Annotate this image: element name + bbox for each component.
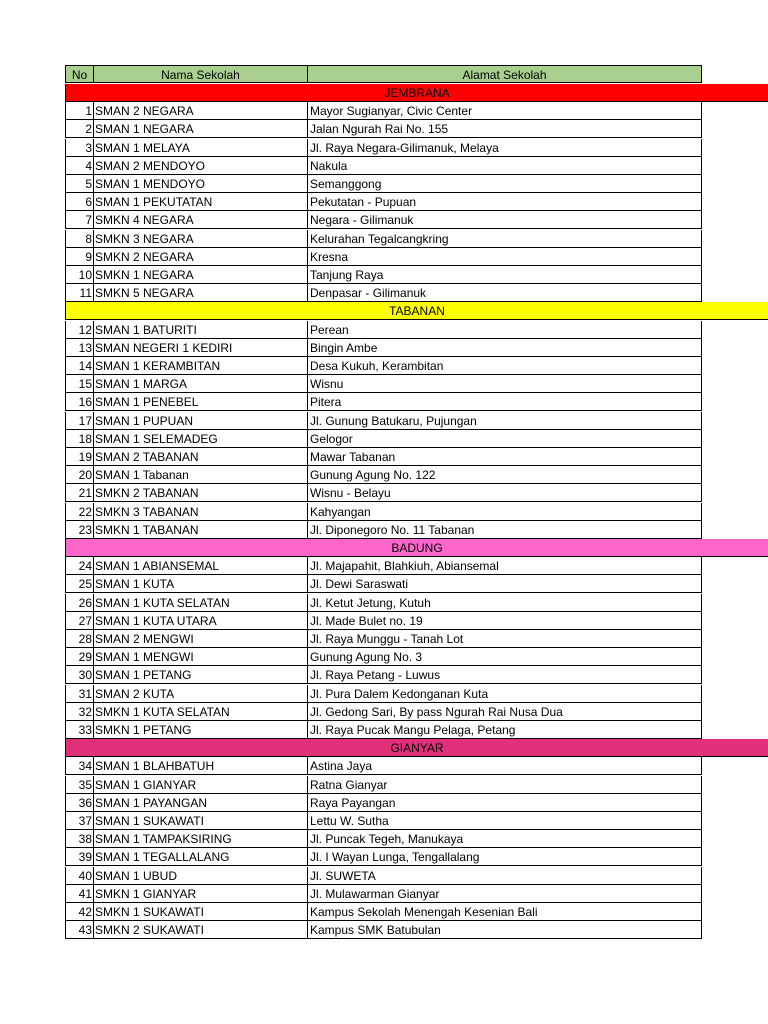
table-row xyxy=(0,557,768,575)
table-row xyxy=(0,703,768,721)
table-row xyxy=(0,794,768,812)
table-row xyxy=(0,521,768,539)
cell-no[interactable]: 43 xyxy=(65,921,94,939)
cell-alamat-sekolah[interactable]: Gunung Agung No. 122 xyxy=(308,466,702,484)
cell-nama-sekolah[interactable]: SMAN 1 TAMPAKSIRING xyxy=(94,830,308,848)
cell-alamat-sekolah[interactable]: Gunung Agung No. 3 xyxy=(308,648,702,666)
cell-no[interactable]: 29 xyxy=(65,648,94,666)
cell-no[interactable]: 16 xyxy=(65,393,94,411)
table-row xyxy=(0,575,768,593)
header-alamat-sekolah[interactable]: Alamat Sekolah xyxy=(308,65,702,83)
cell-nama-sekolah[interactable]: SMAN 1 SELEMADEG xyxy=(94,430,308,448)
cell-alamat-sekolah[interactable]: Jl. SUWETA xyxy=(308,867,702,885)
cell-nama-sekolah[interactable]: SMAN 2 MENGWI xyxy=(94,630,308,648)
cell-no[interactable]: 38 xyxy=(65,830,94,848)
cell-no[interactable]: 30 xyxy=(65,666,94,684)
cell-no[interactable]: 34 xyxy=(65,757,94,775)
cell-no[interactable]: 9 xyxy=(65,248,94,266)
cell-alamat-sekolah[interactable]: Desa Kukuh, Kerambitan xyxy=(308,357,702,375)
cell-nama-sekolah[interactable]: SMKN 1 PETANG xyxy=(94,721,308,739)
cell-nama-sekolah[interactable]: SMAN 1 PETANG xyxy=(94,666,308,684)
cell-no[interactable]: 42 xyxy=(65,903,94,921)
cell-no[interactable]: 11 xyxy=(65,284,94,302)
region-row-badung xyxy=(0,539,768,557)
cell-no[interactable]: 39 xyxy=(65,848,94,866)
cell-nama-sekolah[interactable]: SMAN 1 KUTA UTARA xyxy=(94,612,308,630)
cell-alamat-sekolah[interactable]: Jl. Puncak Tegeh, Manukaya xyxy=(308,830,702,848)
table-row xyxy=(0,503,768,521)
cell-no[interactable]: 5 xyxy=(65,175,94,193)
cell-nama-sekolah[interactable]: SMAN 1 PENEBEL xyxy=(94,393,308,411)
table-row xyxy=(0,721,768,739)
cell-no[interactable]: 40 xyxy=(65,867,94,885)
cell-alamat-sekolah[interactable]: Pitera xyxy=(308,393,702,411)
cell-no[interactable]: 31 xyxy=(65,685,94,703)
table-header-row xyxy=(0,65,768,83)
table-row xyxy=(0,412,768,430)
cell-no[interactable]: 6 xyxy=(65,193,94,211)
cell-no[interactable]: 27 xyxy=(65,612,94,630)
cell-alamat-sekolah[interactable]: Jl. Raya Munggu - Tanah Lot xyxy=(308,630,702,648)
table-row xyxy=(0,284,768,302)
table-row xyxy=(0,248,768,266)
cell-no[interactable]: 18 xyxy=(65,430,94,448)
cell-no[interactable]: 17 xyxy=(65,412,94,430)
cell-alamat-sekolah[interactable]: Nakula xyxy=(308,157,702,175)
cell-alamat-sekolah[interactable]: Jalan Ngurah Rai No. 155 xyxy=(308,120,702,138)
cell-alamat-sekolah[interactable]: Kresna xyxy=(308,248,702,266)
region-label[interactable]: BADUNG xyxy=(65,539,768,557)
cell-nama-sekolah[interactable]: SMAN 1 ABIANSEMAL xyxy=(94,557,308,575)
table-row xyxy=(0,594,768,612)
cell-nama-sekolah[interactable]: SMAN 1 PAYANGAN xyxy=(94,794,308,812)
cell-nama-sekolah[interactable]: SMAN 2 NEGARA xyxy=(94,102,308,120)
cell-no[interactable]: 41 xyxy=(65,885,94,903)
cell-nama-sekolah[interactable]: SMAN 1 TEGALLALANG xyxy=(94,848,308,866)
cell-nama-sekolah[interactable]: SMAN 1 BLAHBATUH xyxy=(94,757,308,775)
cell-nama-sekolah[interactable]: SMAN 2 KUTA xyxy=(94,685,308,703)
cell-alamat-sekolah[interactable]: Kampus Sekolah Menengah Kesenian Bali xyxy=(308,903,702,921)
cell-nama-sekolah[interactable]: SMKN 1 KUTA SELATAN xyxy=(94,703,308,721)
cell-nama-sekolah[interactable]: SMKN 1 GIANYAR xyxy=(94,885,308,903)
cell-nama-sekolah[interactable]: SMAN 1 Tabanan xyxy=(94,466,308,484)
table-row xyxy=(0,848,768,866)
cell-nama-sekolah[interactable]: SMAN 1 SUKAWATI xyxy=(94,812,308,830)
cell-no[interactable]: 1 xyxy=(65,102,94,120)
cell-nama-sekolah[interactable]: SMKN 5 NEGARA xyxy=(94,284,308,302)
cell-nama-sekolah[interactable]: SMAN 1 MARGA xyxy=(94,375,308,393)
table-row xyxy=(0,266,768,284)
cell-no[interactable]: 2 xyxy=(65,120,94,138)
cell-nama-sekolah[interactable]: SMAN 1 MENDOYO xyxy=(94,175,308,193)
cell-alamat-sekolah[interactable]: Jl. Raya Negara-Gilimanuk, Melaya xyxy=(308,139,702,157)
table-row xyxy=(0,612,768,630)
cell-nama-sekolah[interactable]: SMKN 3 TABANAN xyxy=(94,503,308,521)
cell-alamat-sekolah[interactable]: Wisnu - Belayu xyxy=(308,484,702,502)
table-row xyxy=(0,903,768,921)
cell-alamat-sekolah[interactable]: Gelogor xyxy=(308,430,702,448)
table-row xyxy=(0,139,768,157)
table-row xyxy=(0,885,768,903)
table-row xyxy=(0,357,768,375)
table-row xyxy=(0,466,768,484)
table-row xyxy=(0,812,768,830)
cell-no[interactable]: 10 xyxy=(65,266,94,284)
cell-alamat-sekolah[interactable]: Wisnu xyxy=(308,375,702,393)
table-row xyxy=(0,666,768,684)
table-row xyxy=(0,211,768,229)
cell-no[interactable]: 13 xyxy=(65,339,94,357)
cell-alamat-sekolah[interactable]: Jl. Diponegoro No. 11 Tabanan xyxy=(308,521,702,539)
cell-no[interactable]: 21 xyxy=(65,484,94,502)
cell-nama-sekolah[interactable]: SMKN 2 SUKAWATI xyxy=(94,921,308,939)
cell-alamat-sekolah[interactable]: Perean xyxy=(308,321,702,339)
region-label[interactable]: JEMBRANA xyxy=(65,84,768,102)
table-row xyxy=(0,830,768,848)
cell-no[interactable]: 23 xyxy=(65,521,94,539)
cell-nama-sekolah[interactable]: SMAN NEGERI 1 KEDIRI xyxy=(94,339,308,357)
cell-no[interactable]: 8 xyxy=(65,230,94,248)
cell-no[interactable]: 19 xyxy=(65,448,94,466)
cell-alamat-sekolah[interactable]: Jl. Ketut Jetung, Kutuh xyxy=(308,594,702,612)
cell-alamat-sekolah[interactable]: Astina Jaya xyxy=(308,757,702,775)
table-row xyxy=(0,685,768,703)
cell-nama-sekolah[interactable]: SMAN 1 PEKUTATAN xyxy=(94,193,308,211)
cell-alamat-sekolah[interactable]: Mayor Sugianyar, Civic Center xyxy=(308,102,702,120)
table-row xyxy=(0,321,768,339)
header-nama-sekolah[interactable]: Nama Sekolah xyxy=(94,65,308,83)
cell-alamat-sekolah[interactable]: Denpasar - Gilimanuk xyxy=(308,284,702,302)
region-row-tabanan xyxy=(0,302,768,320)
cell-alamat-sekolah[interactable]: Jl. Mulawarman Gianyar xyxy=(308,885,702,903)
table-row xyxy=(0,193,768,211)
cell-no[interactable]: 4 xyxy=(65,157,94,175)
cell-alamat-sekolah[interactable]: Kampus SMK Batubulan xyxy=(308,921,702,939)
cell-nama-sekolah[interactable]: SMAN 1 MELAYA xyxy=(94,139,308,157)
table-row xyxy=(0,867,768,885)
header-no[interactable]: No xyxy=(65,65,94,83)
cell-alamat-sekolah[interactable]: Mawar Tabanan xyxy=(308,448,702,466)
cell-no[interactable]: 22 xyxy=(65,503,94,521)
cell-no[interactable]: 33 xyxy=(65,721,94,739)
table-row xyxy=(0,448,768,466)
cell-nama-sekolah[interactable]: SMKN 2 NEGARA xyxy=(94,248,308,266)
cell-no[interactable]: 28 xyxy=(65,630,94,648)
cell-nama-sekolah[interactable]: SMKN 1 NEGARA xyxy=(94,266,308,284)
table-row xyxy=(0,757,768,775)
cell-nama-sekolah[interactable]: SMKN 1 SUKAWATI xyxy=(94,903,308,921)
cell-alamat-sekolah[interactable]: Kelurahan Tegalcangkring xyxy=(308,230,702,248)
cell-nama-sekolah[interactable]: SMAN 1 BATURITI xyxy=(94,321,308,339)
cell-alamat-sekolah[interactable]: Jl. Majapahit, Blahkiuh, Abiansemal xyxy=(308,557,702,575)
cell-nama-sekolah[interactable]: SMKN 3 NEGARA xyxy=(94,230,308,248)
cell-nama-sekolah[interactable]: SMAN 1 KUTA xyxy=(94,575,308,593)
cell-alamat-sekolah[interactable]: Jl. Gunung Batukaru, Pujungan xyxy=(308,412,702,430)
table-row xyxy=(0,648,768,666)
cell-nama-sekolah[interactable]: SMAN 2 MENDOYO xyxy=(94,157,308,175)
region-row-jembrana xyxy=(0,84,768,102)
table-row xyxy=(0,375,768,393)
cell-alamat-sekolah[interactable]: Negara - Gilimanuk xyxy=(308,211,702,229)
cell-alamat-sekolah[interactable]: Raya Payangan xyxy=(308,794,702,812)
cell-alamat-sekolah[interactable]: Jl. Gedong Sari, By pass Ngurah Rai Nusa Dua xyxy=(308,703,702,721)
cell-alamat-sekolah[interactable]: Jl. Raya Petang - Luwus xyxy=(308,666,702,684)
cell-no[interactable]: 3 xyxy=(65,139,94,157)
cell-no[interactable]: 24 xyxy=(65,557,94,575)
table-row xyxy=(0,102,768,120)
cell-nama-sekolah[interactable]: SMAN 1 KERAMBITAN xyxy=(94,357,308,375)
table-row xyxy=(0,921,768,939)
cell-nama-sekolah[interactable]: SMAN 2 TABANAN xyxy=(94,448,308,466)
table-row xyxy=(0,157,768,175)
table-row xyxy=(0,630,768,648)
cell-alamat-sekolah[interactable]: Jl. Raya Pucak Mangu Pelaga, Petang xyxy=(308,721,702,739)
table-row xyxy=(0,120,768,138)
cell-no[interactable]: 32 xyxy=(65,703,94,721)
cell-no[interactable]: 14 xyxy=(65,357,94,375)
cell-nama-sekolah[interactable]: SMKN 1 TABANAN xyxy=(94,521,308,539)
table-row xyxy=(0,339,768,357)
cell-no[interactable]: 12 xyxy=(65,321,94,339)
cell-nama-sekolah[interactable]: SMAN 1 KUTA SELATAN xyxy=(94,594,308,612)
cell-no[interactable]: 15 xyxy=(65,375,94,393)
cell-nama-sekolah[interactable]: SMAN 1 GIANYAR xyxy=(94,776,308,794)
table-row xyxy=(0,393,768,411)
cell-alamat-sekolah[interactable]: Ratna Gianyar xyxy=(308,776,702,794)
table-row xyxy=(0,430,768,448)
cell-no[interactable]: 35 xyxy=(65,776,94,794)
cell-alamat-sekolah[interactable]: Jl. I Wayan Lunga, Tengallalang xyxy=(308,848,702,866)
cell-no[interactable]: 20 xyxy=(65,466,94,484)
cell-no[interactable]: 26 xyxy=(65,594,94,612)
region-label[interactable]: TABANAN xyxy=(65,302,768,320)
cell-no[interactable]: 7 xyxy=(65,211,94,229)
cell-no[interactable]: 37 xyxy=(65,812,94,830)
cell-alamat-sekolah[interactable]: Kahyangan xyxy=(308,503,702,521)
cell-alamat-sekolah[interactable]: Jl. Dewi Saraswati xyxy=(308,575,702,593)
cell-alamat-sekolah[interactable]: Bingin Ambe xyxy=(308,339,702,357)
cell-alamat-sekolah[interactable]: Jl. Made Bulet no. 19 xyxy=(308,612,702,630)
table-row xyxy=(0,230,768,248)
cell-alamat-sekolah[interactable]: Semanggong xyxy=(308,175,702,193)
region-row-gianyar xyxy=(0,739,768,757)
cell-nama-sekolah[interactable]: SMKN 4 NEGARA xyxy=(94,211,308,229)
cell-alamat-sekolah[interactable]: Jl. Pura Dalem Kedonganan Kuta xyxy=(308,685,702,703)
cell-alamat-sekolah[interactable]: Pekutatan - Pupuan xyxy=(308,193,702,211)
cell-nama-sekolah[interactable]: SMAN 1 PUPUAN xyxy=(94,412,308,430)
cell-nama-sekolah[interactable]: SMAN 1 MENGWI xyxy=(94,648,308,666)
region-label[interactable]: GIANYAR xyxy=(65,739,768,757)
table-row xyxy=(0,484,768,502)
cell-nama-sekolah[interactable]: SMAN 1 NEGARA xyxy=(94,120,308,138)
table-row xyxy=(0,776,768,794)
table-row xyxy=(0,175,768,193)
cell-nama-sekolah[interactable]: SMAN 1 UBUD xyxy=(94,867,308,885)
cell-alamat-sekolah[interactable]: Lettu W. Sutha xyxy=(308,812,702,830)
cell-no[interactable]: 36 xyxy=(65,794,94,812)
cell-nama-sekolah[interactable]: SMKN 2 TABANAN xyxy=(94,484,308,502)
cell-no[interactable]: 25 xyxy=(65,575,94,593)
cell-alamat-sekolah[interactable]: Tanjung Raya xyxy=(308,266,702,284)
